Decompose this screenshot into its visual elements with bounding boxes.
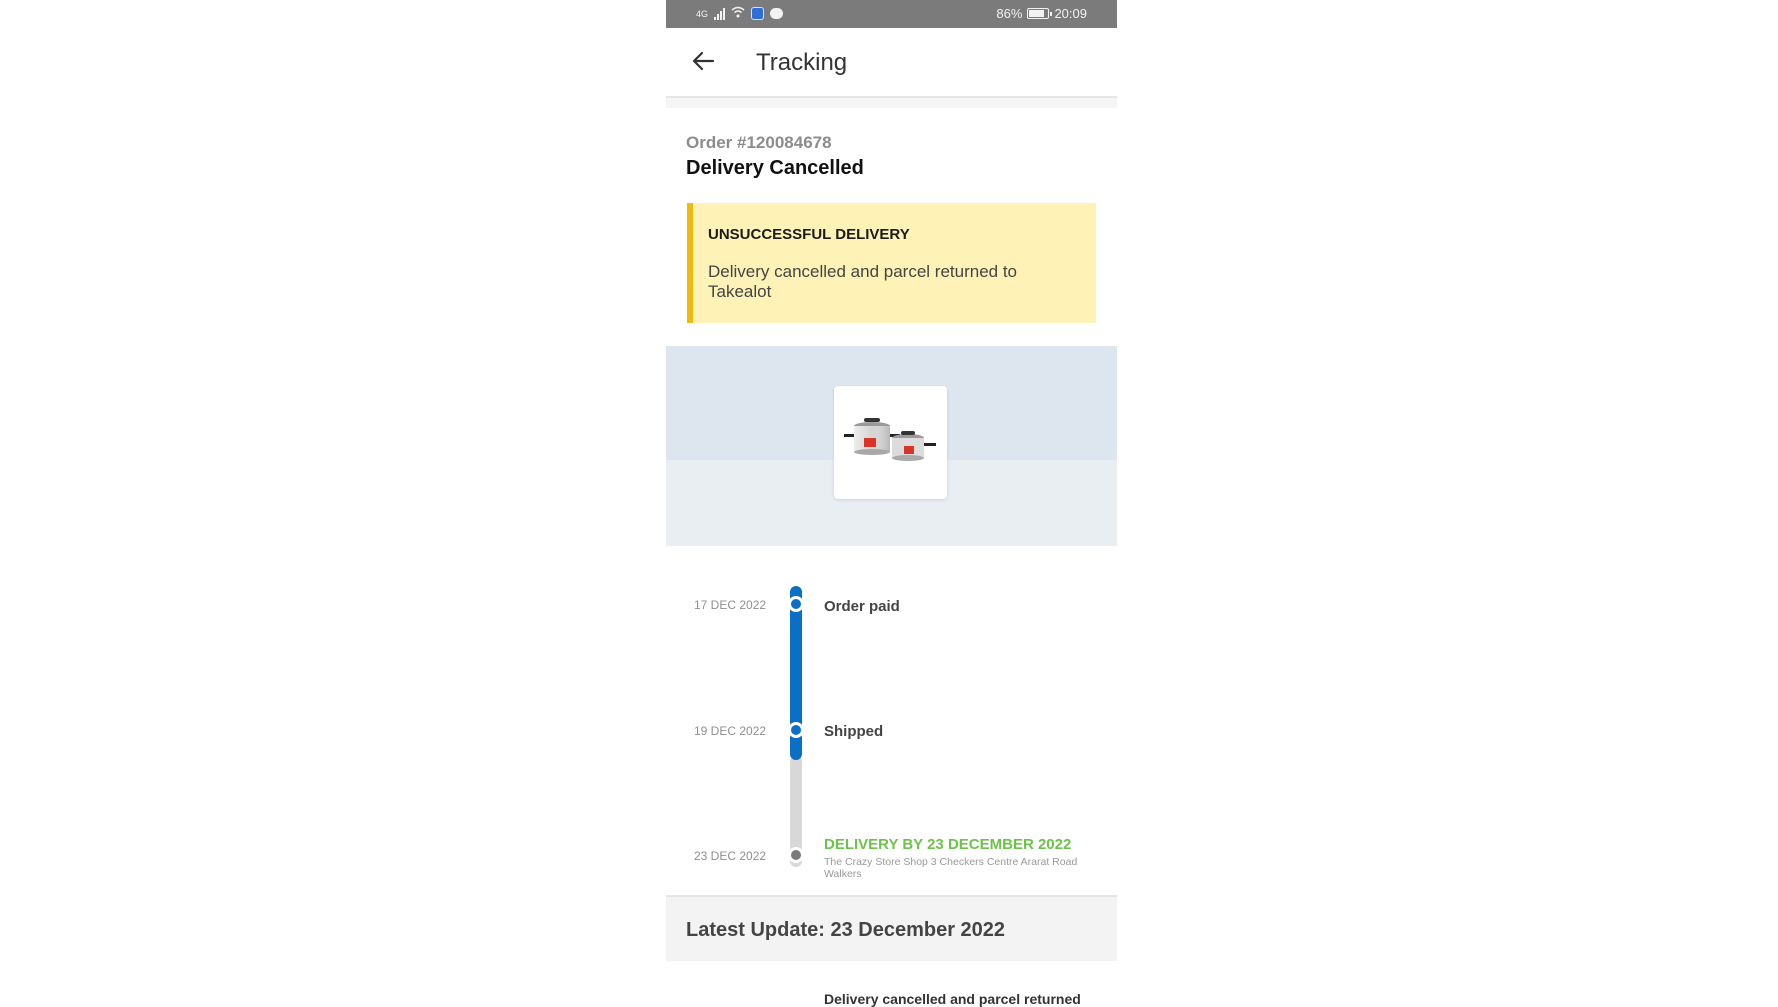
battery-percent: 86%: [996, 6, 1023, 21]
timeline-dot-3: [788, 847, 804, 863]
app-notification-icon: [751, 7, 764, 20]
update-message: Delivery cancelled and parcel returned: [824, 991, 1081, 1007]
cookware-pot-icon: [834, 386, 947, 499]
delivery-alert: [687, 203, 1096, 323]
timeline-date-2: 19 DEC 2022: [694, 724, 767, 738]
page-title: Tracking: [756, 49, 848, 76]
battery-icon: [1027, 8, 1049, 19]
latest-update: Latest Update: 23 December 2022: [686, 919, 1006, 941]
timeline-dot-2: [788, 722, 804, 738]
back-button[interactable]: [688, 46, 718, 76]
back-arrow-icon: [692, 51, 714, 71]
network-type: 4G: [696, 8, 709, 19]
app-header: [666, 28, 1117, 98]
product-thumbnail[interactable]: [834, 386, 947, 499]
signal-icon: [714, 8, 725, 20]
header-divider: [666, 98, 1117, 108]
timeline-date-3: 23 DEC 2022: [694, 849, 767, 863]
clock: 20:09: [1054, 6, 1087, 21]
timeline-label-2: Shipped: [824, 723, 884, 740]
phone-screen: [666, 0, 1117, 1007]
message-icon: [770, 8, 783, 19]
alert-message: Delivery cancelled and parcel returned to Takealot: [708, 262, 1018, 301]
status-right: [996, 6, 1087, 21]
timeline-label-1: Order paid: [824, 598, 900, 615]
latest-update-bar: [666, 895, 1117, 961]
timeline-date-1: 17 DEC 2022: [694, 598, 767, 612]
timeline-label-3: DELIVERY BY 23 DECEMBER 2022: [824, 836, 1072, 853]
pickup-address: The Crazy Store Shop 3 Checkers Centre Ararat Road Walkers: [824, 856, 1078, 880]
order-status: Delivery Cancelled: [686, 157, 864, 179]
product-section: [666, 346, 1117, 546]
alert-title: UNSUCCESSFUL DELIVERY: [708, 226, 910, 243]
timeline-dot-1: [788, 596, 804, 612]
tracking-timeline: [666, 560, 1117, 880]
status-bar: [666, 0, 1117, 28]
order-number: Order #120084678: [686, 133, 832, 152]
wifi-icon: [731, 6, 745, 21]
status-left: [696, 6, 783, 21]
